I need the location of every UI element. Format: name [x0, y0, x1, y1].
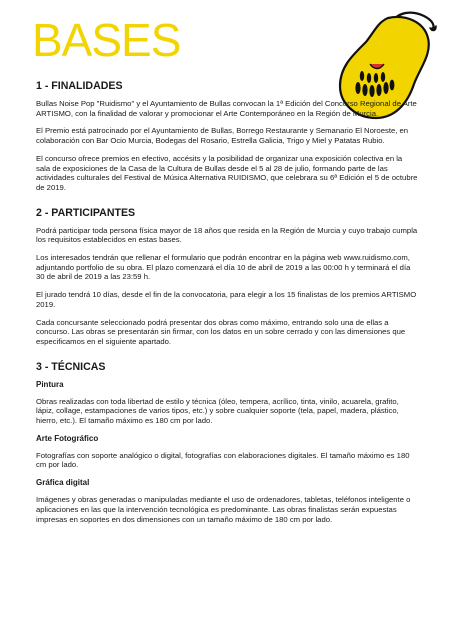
- paragraph: Cada concursante seleccionado podrá presentar dos obras como máximo, entrando solo una de ellas a concurso. Las obras se presentarán sin firmar, con los datos en un sobre cerrado y con las dimensiones que especificamos en el siguiente apartado.: [36, 317, 406, 346]
- section-participantes: [36, 207, 418, 347]
- section-tecnicas: [36, 361, 418, 525]
- paragraph: El jurado tendrá 10 días, desde el fin de la convocatoria, para elegir a los 15 finalistas de los premios ARTISMO 2019.: [36, 290, 417, 309]
- subsection-heading-grafica-digital: Gráfica digital: [36, 478, 90, 488]
- paragraph: Podrá participar toda persona física mayor de 18 años que resida en la Región de Murcia y cuyo trabajo cumpla los requisitos establecidos en estas bases.: [36, 225, 418, 245]
- section-heading: 2 - PARTICIPANTES: [36, 206, 136, 219]
- section-finalidades: [36, 80, 418, 193]
- subsection-heading-arte-fotografico: Arte Fotográfico: [36, 433, 99, 443]
- section-heading: 3 - TÉCNICAS: [36, 360, 106, 373]
- document-content: [36, 80, 418, 538]
- subsection-heading-pintura: Pintura: [36, 379, 64, 389]
- paragraph: Los interesados tendrán que rellenar el formulario que podrán encontrar en la página web www.ruidismo.com, adjuntando portfolio de su obra. El plazo comenzará el día 10 de abril de 2019 a las 00:00 h y terminará el día 30 de abril de 2019 a las 23:59 h.: [36, 253, 411, 282]
- section-heading: 1 - FINALIDADES: [36, 80, 123, 92]
- paragraph: El Premio está patrocinado por el Ayuntamiento de Bullas, Borrego Restaurante y Semanario El Noroeste, en colaboración con Bar Ocio Murcia, Bodegas del Rosario, Estrella Galicia, Trigo y Miel y Patatas Rubio.: [36, 126, 409, 146]
- paragraph: Obras realizadas con toda libertad de estilo y técnica (óleo, tempera, acrílico, tinta, vinilo, acuarela, grafito, lápiz, collage, estampaciones de varios tipos, etc.) y sobre cualquier soporte (tela, papel, madera, plástico, hierro, etc.). El tamaño máximo es 180 cm por lado.: [36, 396, 399, 426]
- paragraph: Bullas Noise Pop "Ruidismo" y el Ayuntamiento de Bullas convocan la 1ª Edición del Concurso Regional de Arte ARTISMO, con la finalidad de valorar y promocionar el Arte Contemporáneo en la Región de Murcia.: [36, 99, 417, 118]
- paragraph: Imágenes y obras generadas o manipuladas mediante el uso de ordenadores, tabletas, teléfonos inteligente o aplicaciones en las que la intervención tecnológica es predominante. Las obras finalistas serán expuestas impresas en soportes en dos dimensiones con un tamaño máximo de 180 cm por lado.: [36, 495, 411, 524]
- page-title: BASES: [32, 14, 181, 66]
- paragraph: Fotografías con soporte analógico o digital, fotografías con elaboraciones digitales. El tamaño máximo es 180 cm por lado.: [36, 450, 410, 470]
- paragraph: El concurso ofrece premios en efectivo, accésits y la posibilidad de organizar una exposición colectiva en la sala de exposiciones de la Casa de la Cultura de Bullas desde el 5 al 28 de julio, formando parte de las actividades culturales del Festival de Música Alternativa RUIDISMO, que celebrara su 6ª Edición el 5 de octubre de 2019.: [36, 153, 418, 192]
